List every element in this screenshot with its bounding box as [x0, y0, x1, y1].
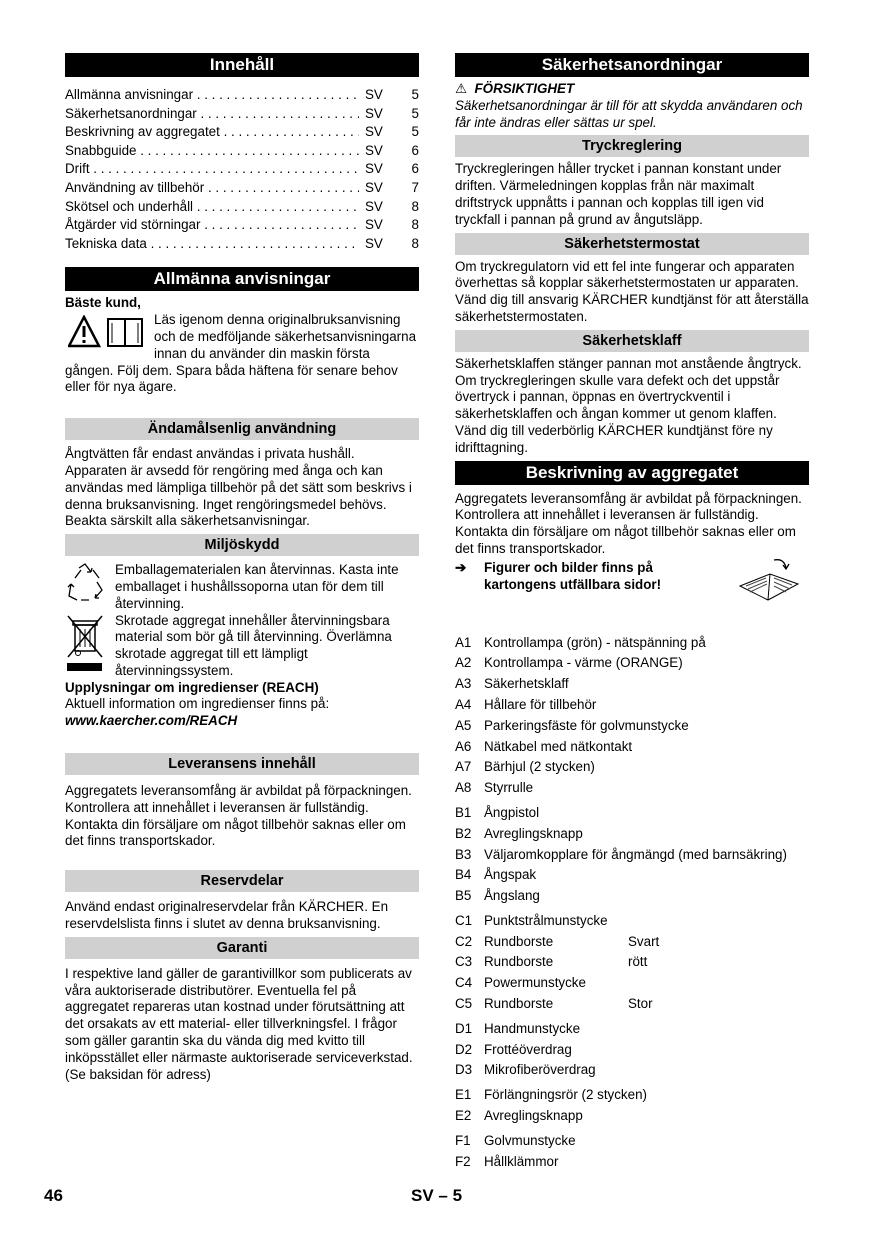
legend-name: Rundborste	[484, 996, 554, 1012]
legend-name: Kontrollampa - värme (ORANGE)	[484, 655, 683, 671]
toc-entry-title: Allmänna anvisningar . . .	[65, 86, 359, 105]
section-page: SV – 5	[411, 1186, 463, 1205]
delivery-text-1: Aggregatets leveransomfång är avbildat på förpackningen. Kontrollera att innehållet i leveransen är fullständig.	[65, 783, 412, 815]
toc-heading: Innehåll	[65, 53, 419, 77]
toc-entry-lang: SV	[359, 123, 399, 142]
legend-code: C1	[455, 912, 473, 928]
greeting: Bäste kund,	[65, 295, 141, 311]
right-column	[455, 53, 809, 1172]
caution-icon: ⚠	[455, 81, 468, 96]
toc-entry[interactable]	[65, 105, 419, 124]
legend-item	[455, 886, 809, 907]
legend-name: Nätkabel med nätkontakt	[484, 738, 633, 754]
legend-item	[455, 1040, 809, 1061]
warranty-heading: Garanti	[65, 937, 419, 959]
legend-item	[455, 1019, 809, 1040]
legend-name: Kontrollampa (grön) - nätspänning på	[484, 634, 706, 650]
legend-item	[455, 994, 809, 1015]
toc-entry-page: 5	[411, 105, 419, 121]
toc-entry-title: Tekniska data . . .	[65, 235, 359, 254]
legend-code: E1	[455, 1087, 472, 1103]
toc-entry-lang: SV	[359, 105, 399, 124]
description-note: Figurer och bilder finns på kartongens utfällbara sidor!	[484, 559, 662, 592]
pressure-heading: Tryckreglering	[455, 135, 809, 157]
reach-text: Aktuell information om ingredienser finns på:	[65, 696, 330, 712]
legend-item	[455, 911, 809, 932]
legend-item	[455, 737, 809, 758]
legend-name: Rundborste	[484, 933, 554, 949]
general-heading: Allmänna anvisningar	[65, 267, 419, 291]
toc-entry-title: Säkerhetsanordningar . . .	[65, 105, 359, 124]
legend-code: B5	[455, 888, 472, 904]
toc-entry-lang: SV	[359, 142, 399, 161]
valve-text: Säkerhetsklaffen stänger pannan mot anstående ångtryck. Om tryckregleringen skulle vara defekt och det uppstår övertryck i pannan, öppnas en övertryckventil i säkerhetsklaffen och ångan kommer ut genom klaffen. Vänd dig till vederbörlig KÄRCHER kundtjänst före ny idrifttagning.	[455, 355, 802, 455]
table-of-contents	[65, 86, 419, 253]
toc-entry-title: Användning av tillbehör . . .	[65, 179, 359, 198]
toc-entry-page: 8	[411, 217, 419, 233]
toc-entry-page: 5	[411, 87, 419, 102]
toc-entry-page: 8	[411, 235, 419, 251]
legend-item	[455, 952, 809, 973]
legend-name: Hållare för tillbehör	[484, 696, 597, 712]
toc-entry-page: 7	[411, 179, 419, 195]
delivery-heading: Leveransens innehåll	[65, 753, 419, 775]
reach-title: Upplysningar om ingredienser (REACH)	[65, 679, 319, 695]
general-text: Läs igenom denna originalbruksanvisning och de medföljande säkerhetsanvisningarna innan du använder din maskin första gången. Följ dem. Spara båda häftena för senare behov eller för nya ägare.	[65, 312, 417, 395]
legend-item	[455, 973, 809, 994]
legend-code: D2	[455, 1041, 473, 1057]
legend-name: Parkeringsfäste för golvmunstycke	[484, 717, 689, 733]
legend-name: Frottéöverdrag	[484, 1041, 572, 1057]
legend-item	[455, 633, 809, 654]
intended-use-text: Ångtvätten får endast användas i privata hushåll. Apparaten är avsedd för rengöring med ånga och kan användas med lämpliga tillbehör på det sätt som beskrivs i denna bruksanvisning. Inget rengöringsmedel behövs. Beakta särskilt alla säkerhetsanvisningar.	[65, 446, 412, 529]
manual-pages-icon	[734, 556, 804, 611]
delivery-text-2: Kontakta din försäljare om något tillbehör saknas eller om det finns transportskador.	[65, 816, 406, 849]
warranty-text: I respektive land gäller de garantivillkor som publicerats av våra auktoriserade distributörer. Eventuella fel på aggregatet repareras utan kostnad under förutsättning att det orsakats av ett material- eller tillverkningsfel. I frågor som gäller garantin ska du vända dig med kvitto till inköpsstället eller närmaste auktoriserade serviceverkstad.	[65, 965, 413, 1065]
toc-entry-page: 5	[411, 124, 419, 140]
toc-entry-lang: SV	[359, 216, 399, 235]
legend-code: E2	[455, 1108, 472, 1124]
legend-code: A1	[455, 634, 472, 650]
legend-name: Ångspak	[484, 867, 537, 883]
legend-code: B1	[455, 804, 472, 820]
recycle-text: Emballagematerialen kan återvinnas. Kasta inte emballaget i hushållssoporna utan för dem till återvinning.	[115, 562, 399, 611]
description-heading: Beskrivning av aggregatet	[455, 461, 809, 485]
legend-code: A6	[455, 738, 472, 754]
legend-code: A7	[455, 759, 472, 775]
toc-entry-lang: SV	[359, 86, 399, 105]
legend-name: Handmunstycke	[484, 1020, 581, 1036]
toc-entry[interactable]	[65, 235, 419, 254]
toc-entry-title: Åtgärder vid störningar . . .	[65, 216, 359, 235]
toc-entry[interactable]	[65, 123, 419, 142]
legend-item	[455, 1106, 809, 1127]
description-text-2: Kontakta din försäljare om något tillbehör saknas eller om det finns transportskador.	[455, 524, 796, 556]
valve-heading: Säkerhetsklaff	[455, 330, 809, 352]
left-column	[65, 53, 419, 1083]
legend-code: A5	[455, 717, 472, 733]
legend-item	[455, 1060, 809, 1081]
legend-item	[455, 845, 809, 866]
legend-name: Golvmunstycke	[484, 1132, 576, 1148]
intended-use-heading: Ändamålsenlig användning	[65, 418, 419, 440]
toc-entry-page: 6	[411, 142, 419, 158]
recycle-icon	[65, 562, 109, 611]
toc-entry-page: 8	[411, 198, 419, 214]
legend-note: Stor	[628, 996, 653, 1012]
arrow-right-icon: ➔	[455, 559, 467, 575]
toc-entry-page: 6	[411, 161, 419, 177]
toc-entry[interactable]	[65, 86, 419, 105]
legend-name: Avreglingsknapp	[484, 825, 583, 841]
legend-code: C5	[455, 996, 473, 1012]
toc-entry[interactable]	[65, 142, 419, 161]
legend-name: Rundborste	[484, 954, 554, 970]
legend-name: Förlängningsrör (2 stycken)	[484, 1087, 647, 1103]
component-legend	[455, 633, 809, 1173]
legend-note: Svart	[628, 933, 660, 949]
legend-name: Styrrulle	[484, 780, 534, 796]
legend-name: Powermunstycke	[484, 975, 586, 991]
legend-code: C2	[455, 933, 473, 949]
legend-item	[455, 716, 809, 737]
legend-code: F2	[455, 1153, 471, 1169]
toc-entry-lang: SV	[359, 198, 399, 217]
caution-text: Säkerhetsanordningar är till för att skydda användaren och får inte ändras eller sättas ur spel.	[455, 97, 803, 130]
toc-entry[interactable]	[65, 198, 419, 217]
spare-parts-heading: Reservdelar	[65, 870, 419, 892]
legend-note: rött	[628, 954, 648, 970]
toc-entry-lang: SV	[359, 160, 399, 179]
legend-code: F1	[455, 1132, 471, 1148]
legend-name: Hållklämmor	[484, 1153, 559, 1169]
toc-entry-title: Beskrivning av aggregatet . . .	[65, 123, 359, 142]
legend-code: A2	[455, 655, 472, 671]
description-text-1: Aggregatets leveransomfång är avbildat på förpackningen. Kontrollera att innehållet i leveransen är fullständig.	[455, 490, 802, 523]
legend-code: B2	[455, 825, 472, 841]
legend-name: Mikrofiberöverdrag	[484, 1062, 596, 1078]
toc-entry-title: Drift . . .	[65, 160, 359, 179]
legend-code: A3	[455, 676, 472, 692]
legend-code: D3	[455, 1062, 473, 1078]
warning-manual-icon	[68, 315, 148, 354]
legend-item	[455, 757, 809, 778]
legend-name: Ångslang	[484, 888, 540, 904]
legend-item	[455, 824, 809, 845]
legend-code: A4	[455, 696, 472, 712]
legend-code: C4	[455, 975, 473, 991]
toc-entry-lang: SV	[359, 179, 399, 198]
warranty-address-note: (Se baksidan för adress)	[65, 1066, 211, 1082]
legend-code: A8	[455, 780, 472, 796]
legend-code: B4	[455, 867, 472, 883]
caution-label: FÖRSIKTIGHET	[474, 81, 575, 96]
thermostat-heading: Säkerhetstermostat	[455, 233, 809, 255]
legend-name: Punktstrålmunstycke	[484, 912, 608, 928]
safety-heading: Säkerhetsanordningar	[455, 53, 809, 77]
toc-entry[interactable]	[65, 179, 419, 198]
legend-name: Avreglingsknapp	[484, 1108, 583, 1124]
legend-item	[455, 653, 809, 674]
toc-entry[interactable]	[65, 160, 419, 179]
toc-entry[interactable]	[65, 216, 419, 235]
thermostat-text: Om tryckregulatorn vid ett fel inte fungerar och apparaten överhettas så kopplar säkerhetstermostaten ur apparaten. Vänd dig till ansvarig KÄRCHER kundtjänst för att återställa säkerhetstermostaten.	[455, 258, 809, 324]
legend-code: B3	[455, 846, 472, 862]
page-number: 46	[44, 1186, 63, 1205]
toc-entry-title: Skötsel och underhåll . . .	[65, 198, 359, 217]
legend-item	[455, 1152, 809, 1173]
legend-item	[455, 865, 809, 886]
bin-text: Skrotade aggregat innehåller återvinningsbara material som bör gå till återvinning. Överlämna skrotade aggregat till ett lämpligt återvinningssystem.	[115, 612, 392, 678]
legend-item	[455, 778, 809, 799]
spare-parts-text: Använd endast originalreservdelar från KÄRCHER. En reservdelslista finns i slutet av denna bruksanvisning.	[65, 899, 389, 932]
legend-code: C3	[455, 954, 473, 970]
legend-item	[455, 695, 809, 716]
legend-name: Ångpistol	[484, 804, 540, 820]
legend-name: Säkerhetsklaff	[484, 676, 569, 692]
toc-entry-lang: SV	[359, 235, 399, 254]
crossed-bin-icon	[65, 613, 109, 680]
legend-item	[455, 1131, 809, 1152]
pressure-text: Tryckregleringen håller trycket i pannan konstant under driften. Värmeledningen kopplas från när maximalt driftstryck uppnåtts i pannan och kopplas till igen vid tryckfall i pannan på grund av ångutsläpp.	[455, 161, 782, 227]
legend-item	[455, 674, 809, 695]
legend-name: Väljaromkopplare för ångmängd (med barnsäkring)	[484, 846, 787, 862]
legend-item	[455, 1085, 809, 1106]
legend-item	[455, 803, 809, 824]
legend-name: Bärhjul (2 stycken)	[484, 759, 595, 775]
legend-code: D1	[455, 1020, 473, 1036]
environment-heading: Miljöskydd	[65, 534, 419, 556]
toc-entry-title: Snabbguide . . .	[65, 142, 359, 161]
reach-link[interactable]: www.kaercher.com/REACH	[65, 713, 238, 729]
legend-item	[455, 932, 809, 953]
